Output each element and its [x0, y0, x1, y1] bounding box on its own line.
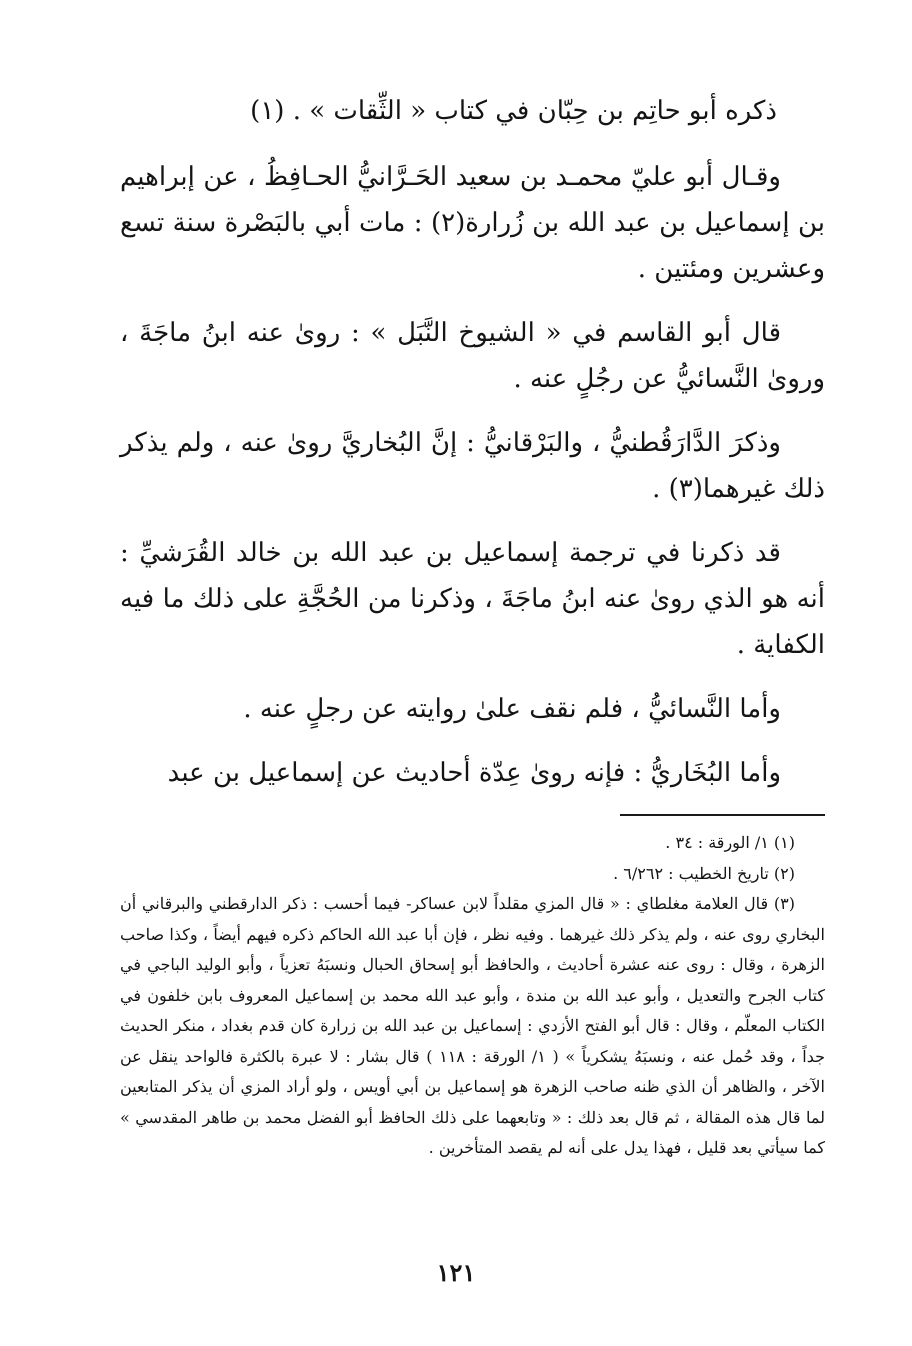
- footnote-separator: [620, 814, 825, 816]
- paragraph-3: قال أبو القاسم في « الشيوخ النَّبَل » : روىٰ عنه ابنُ ماجَةَ ، وروىٰ النَّسائيُّ عن رجُلٍ عنه .: [120, 318, 825, 394]
- paragraph-2: وقـال أبو عليّ محمـد بن سعيد الحَـرَّانيُّ الحـافِظُ ، عن إبراهيم بن إسماعيل بن عبد الله بن زُرارة(٢) : مات أبي بالبَصْرة سنة تسع وعشرين ومئتين .: [120, 162, 825, 284]
- paragraph-1: ذكره أبو حاتِم بن حِبّان في كتاب « الثِّقات » . (١): [250, 96, 777, 126]
- footnotes: [120, 828, 825, 1164]
- footnote-3: (٣) قال العلامة مغلطاي : « قال المزي مقلداً لابن عساكر- فيما أحسب : ذكر الدارقطني والبرقاني أن البخاري روى عنه ، ولم يذكر ذلك غيرهما . وفيه نظر ، فإن أبا عبد الله الحاكم ذكره فيهم أيضاً ، وكذا صاحب الزهرة ، وقال : روى عنه عشرة أحاديث ، والحافظ أبو إسحاق الحبال ونسبَهُ تعزياً ، وأبو الوليد الباجي في كتاب الجرح والتعديل ، وأبو عبد الله بن مندة ، وأبو عبد الله محمد بن إسماعيل المعروف بابن خلفون في الكتاب المعلّم ، وقال : قال أبو الفتح الأزدي : إسماعيل بن عبد الله بن زرارة كان قدم بغداد ، منكر الحديث جداً ، وقد حُمل عنه ، ونسبَهُ يشكرياً » ( ١/ الورقة : ١١٨ ) قال بشار : لا عبرة بالكثرة فالواحد ينقل عن الآخر ، والظاهر أن الذي ظنه صاحب الزهرة هو إسماعيل بن أبي أويس ، ولو أراد المزي أن يذكر المتابعين لما قال هذه المقالة ، ثم قال بعد ذلك : « وتابعهما على ذلك الحافظ أبو الفضل محمد بن طاهر المقدسي » كما سيأتي بعد قليل ، فهذا يدل على أنه لم يقصد المتأخرين .: [120, 894, 826, 1157]
- footnote-1: (١) ١/ الورقة : ٣٤ .: [665, 833, 795, 852]
- page-number: ١٢١: [436, 1258, 476, 1287]
- paragraph-5: قد ذكرنا في ترجمة إسماعيل بن عبد الله بن خالد القُرَشيِّ : أنه هو الذي روىٰ عنه ابنُ ماجَةَ ، وذكرنا من الحُجَّةِ على ذلك ما فيه الكفاية .: [120, 538, 825, 660]
- paragraph-6: وأما النَّسائيُّ ، فلم نقف علىٰ روايته عن رجلٍ عنه .: [243, 694, 781, 724]
- footnote-2: (٢) تاريخ الخطيب : ٦/٢٦٢ .: [613, 863, 795, 883]
- main-text: [120, 88, 825, 796]
- paragraph-4: وذكرَ الدَّارَقُطنيُّ ، والبَرْقانيُّ : إنَّ البُخاريَّ روىٰ عنه ، ولم يذكر ذلك غيرهما(٣) .: [120, 428, 825, 504]
- page-body: [120, 88, 825, 1288]
- paragraph-7: وأما البُخَاريُّ : فإنه روىٰ عِدّة أحاديث عن إسماعيل بن عبد: [167, 758, 781, 788]
